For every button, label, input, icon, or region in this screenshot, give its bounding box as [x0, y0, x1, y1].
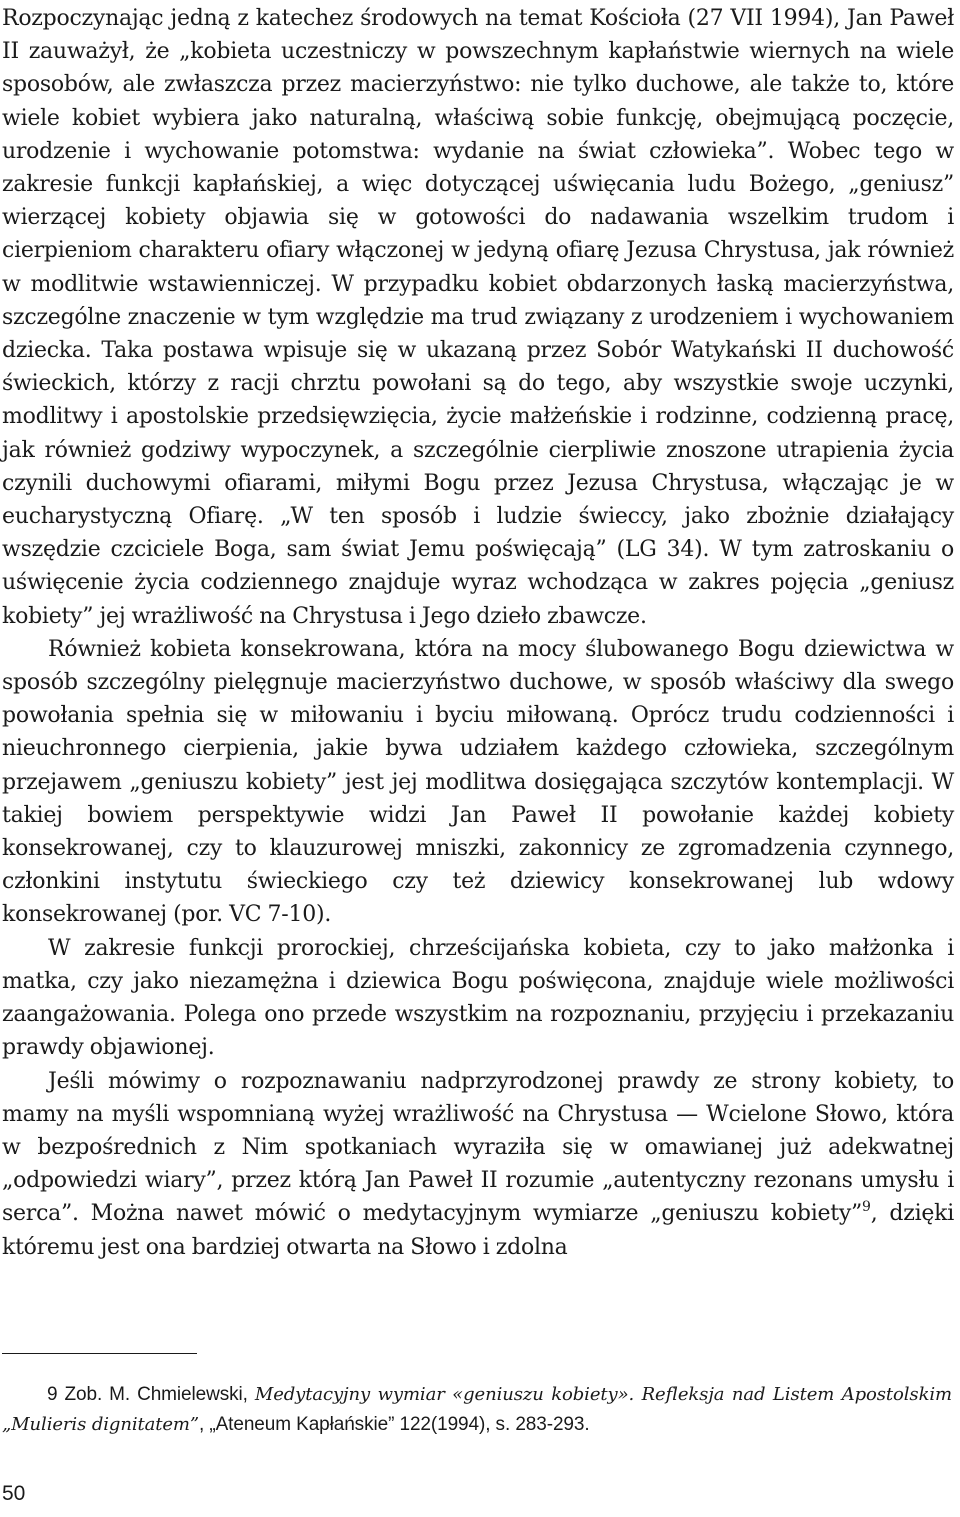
paragraph-4-text: Jeśli mówimy o rozpoznawaniu nadprzyrodzonej prawdy ze strony kobiety, to mamy na myśli wspomnianą wyżej wrażliwość na Chrystusa — Wcielone Słowo, która w bezpośrednich z Nim spotkaniach wyraziła się w omawianej już adekwatnej „odpowiedzi wiary”, przez którą Jan Paweł II rozumie „autentyczny rezonans umysłu i serca”. Można nawet mówić o medytacyjnym wymiarze „geniuszu kobiety”	[2, 1068, 954, 1227]
page-body	[2, 2, 954, 1264]
paragraph-4	[2, 1065, 954, 1264]
page-number: 50	[2, 1482, 26, 1505]
paragraph-2: Również kobieta konsekrowana, która na mocy ślubowanego Bogu dziewictwa w sposób szczególny pielęgnuje macierzyństwo duchowe, w sposób właściwy dla swego powołania spełnia się w miłowaniu i byciu miłowaną. Oprócz trudu codzienności i nieuchronnego cierpienia, jakie bywa udziałem każdego człowieka, szczególnym przejawem „geniuszu kobiety” jest jej modlitwa dosięgająca szczytów kontemplacji. W takiej bowiem perspektywie widzi Jan Paweł II powołanie każdej kobiety konsekrowanej, czy to klauzurowej mniszki, zakonnicy ze zgromadzenia czynnego, członkini instytutu świeckiego czy też dziewicy konsekrowanej lub wdowy konsekrowanej (por. VC 7-10).	[2, 636, 954, 928]
paragraph-1: Rozpoczynając jedną z katechez środowych na temat Kościoła (27 VII 1994), Jan Paweł II zauważył, że „kobieta uczestniczy w powszechnym kapłaństwie wiernych na wiele sposobów, ale zwłaszcza przez macierzyństwo: nie tylko duchowe, ale także to, które wiele kobiet wybiera jako naturalną, właściwą sobie funkcję, obejmującą poczęcie, urodzenie i wychowanie potomstwa: wydanie na świat człowieka”. Wobec tego w zakresie funkcji kapłańskiej, a więc dotyczącej uświęcania ludu Bożego, „geniusz” wierzącej kobiety objawia się w gotowości do nadawania wszelkim trudom i cierpieniom charakteru ofiary włączonej w jedyną ofiarę Jezusa Chrystusa, jak również w modlitwie wstawienniczej. W przypadku kobiet obdarzonych łaską macierzyństwa, szczególne znaczenie w tym względzie ma trud związany z urodzeniem i wychowaniem dziecka. Taka postawa wpisuje się w ukazaną przez Sobór Watykański II duchowość świeckich, którzy z racji chrztu powołani są do tego, aby wszystkie swoje uczynki, modlitwy i apostolskie przedsięwzięcia, życie małżeńskie i rodzinne, codzienną pracę, jak również godziwy wypoczynek, a szczególnie cierpliwie znoszone utrapienia życia czynili duchowymi ofiarami, miłymi Bogu przez Jezusa Chrystusa, włączając je w eucharystyczną Ofiarę. „W ten sposób i ludzie świeccy, jako zbożnie działający wszędzie czciciele Boga, sam świat Jemu poświęcają” (LG 34). W tym zatroskaniu o uświęcenie życia codziennego znajduje wyraz wchodząca w zakres pojęcia „geniusz kobiety” jej wrażliwość na Chrystusa i Jego dzieło zbawcze.	[2, 6, 954, 629]
footnote	[2, 1380, 952, 1440]
footnote-text-end: , „Ateneum Kapłańskie” 122(1994), s. 283-293.	[199, 1414, 590, 1435]
footnote-italic-title: Medytacyjny wymiar «geniuszu kobiety». Refleksja nad Listem Apostolskim „Mulieris dignitatem”	[2, 1384, 953, 1435]
paragraph-4-text-continued: , dzięki któremu jest ona bardziej otwarta na Słowo i zdolna	[2, 1201, 954, 1260]
paragraph-3: W zakresie funkcji prorockiej, chrześcijańska kobieta, czy to jako małżonka i matka, czy jako niezamężna i dziewica Bogu poświęcona, znajduje wiele możliwości zaangażowania. Polega ono przede wszystkim na rozpoznaniu, przyjęciu i przekazaniu prawdy objawionej.	[2, 935, 954, 1061]
footnote-number: 9	[47, 1384, 58, 1405]
footnote-divider	[2, 1353, 197, 1354]
footnote-text: Zob. M. Chmielewski,	[57, 1384, 255, 1405]
footnote-reference[interactable]: 9	[862, 1199, 871, 1216]
